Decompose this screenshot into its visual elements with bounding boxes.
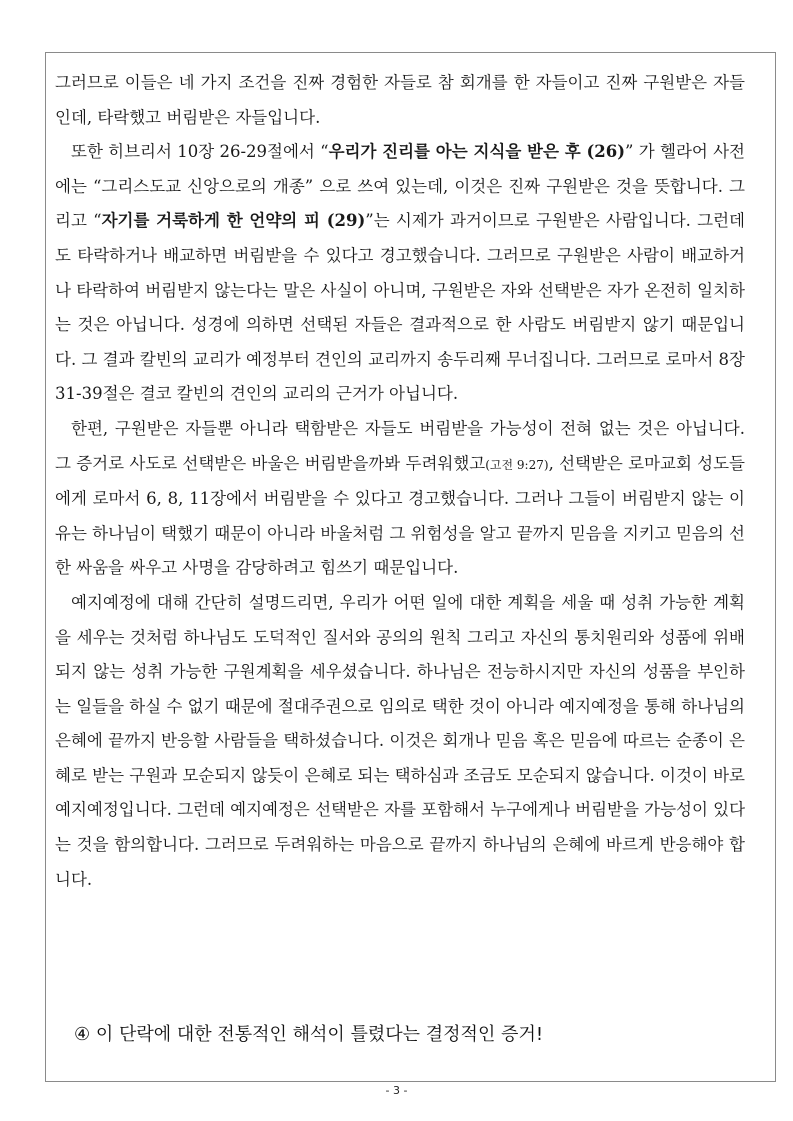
body-text [55,66,745,897]
paragraph-2 [55,135,745,412]
p2-text-2: ” 가 헬라어 사전에는 “그리스도교 신앙으로의 개종” 으로 쓰여 있는데, 이것은 진짜 구원받은 것을 뜻합니다. 그리고 “ [55,142,745,231]
p3-text-2: , 선택받은 로마교회 성도들에게 로마서 6, 8, 11장에서 버림받을 수 있다고 경고했습니다. 그러나 그들이 버림받지 않는 이유는 하나님이 택했기 때문이 아니라 바울처럼 그 위험성을 알고 끝까지 믿음을 지키고 믿음의 선한 싸움을 싸우고 사명을 감당하려고 힘쓰기 때문입니다. [55,453,745,578]
p3-citation: (고전 9:27) [485,457,549,472]
paragraph-3 [55,412,745,586]
p2-text-3: ”는 시제가 과거이므로 구원받은 사람입니다. 그런데도 타락하거나 배교하면 버림받을 수 있다고 경고했습니다. 그러므로 구원받은 사람이 배교하거나 타락하여 버림받지 않는다는 말은 사실이 아니며, 구원받은 자와 선택받은 자가 온전히 일치하는 것은 아닙니다. 성경에 의하면 선택된 자들은 결과적으로 한 사람도 버림받지 않기 때문입니다. 그 결과 칼빈의 교리가 예정부터 견인의 교리까지 송두리째 무너집니다. 그러므로 로마서 8장 31-39절은 결코 칼빈의 견인의 교리의 근거가 아닙니다. [55,211,745,404]
paragraph-4: 예지예정에 대해 간단히 설명드리면, 우리가 어떤 일에 대한 계획을 세울 때 성취 가능한 계획을 세우는 것처럼 하나님도 도덕적인 질서와 공의의 원칙 그리고 자신의 통치원리와 성품에 위배되지 않는 성취 가능한 구원계획을 세우셨습니다. 하나님은 전능하시지만 자신의 성품을 부인하는 일들을 하실 수 없기 때문에 절대주권으로 임의로 택한 것이 아니라 예지예정을 통해 하나님의 은혜에 끝까지 반응할 사람들을 택하셨습니다. 이것은 회개나 믿음 혹은 믿음에 따르는 순종이 은혜로 받는 구원과 모순되지 않듯이 은혜로 되는 택하심과 조금도 모순되지 않습니다. 이것이 바로 예지예정입니다. 그런데 예지예정은 선택받은 자를 포함해서 누구에게나 버림받을 가능성이 있다는 것을 함의합니다. 그러므로 두려워하는 마음으로 끝까지 하나님의 은혜에 바르게 반응해야 합니다. [55,592,746,889]
p2-quote-26: 우리가 진리를 아는 지식을 받은 후 (26) [328,142,626,162]
paragraph-1: 그러므로 이들은 네 가지 조건을 진짜 경험한 자들로 참 회개를 한 자들이고 진짜 구원받은 자들인데, 타락했고 버림받은 자들입니다. [55,73,745,127]
section-heading: ④ 이 단락에 대한 전통적인 해석이 틀렸다는 결정적인 증거! [74,1024,544,1045]
p3-text-1: 한편, 구원받은 자들뿐 아니라 택함받은 자들도 버림받을 가능성이 전혀 없는 것은 아닙니다. 그 증거로 사도로 선택받은 바울은 버림받을까봐 두려워했고 [55,418,745,473]
page-number: - 3 - [385,1084,408,1097]
p2-quote-29: 자기를 거룩하게 한 언약의 피 (29) [101,211,366,231]
p2-text-1: 또한 히브리서 10장 26-29절에서 “ [71,142,329,162]
